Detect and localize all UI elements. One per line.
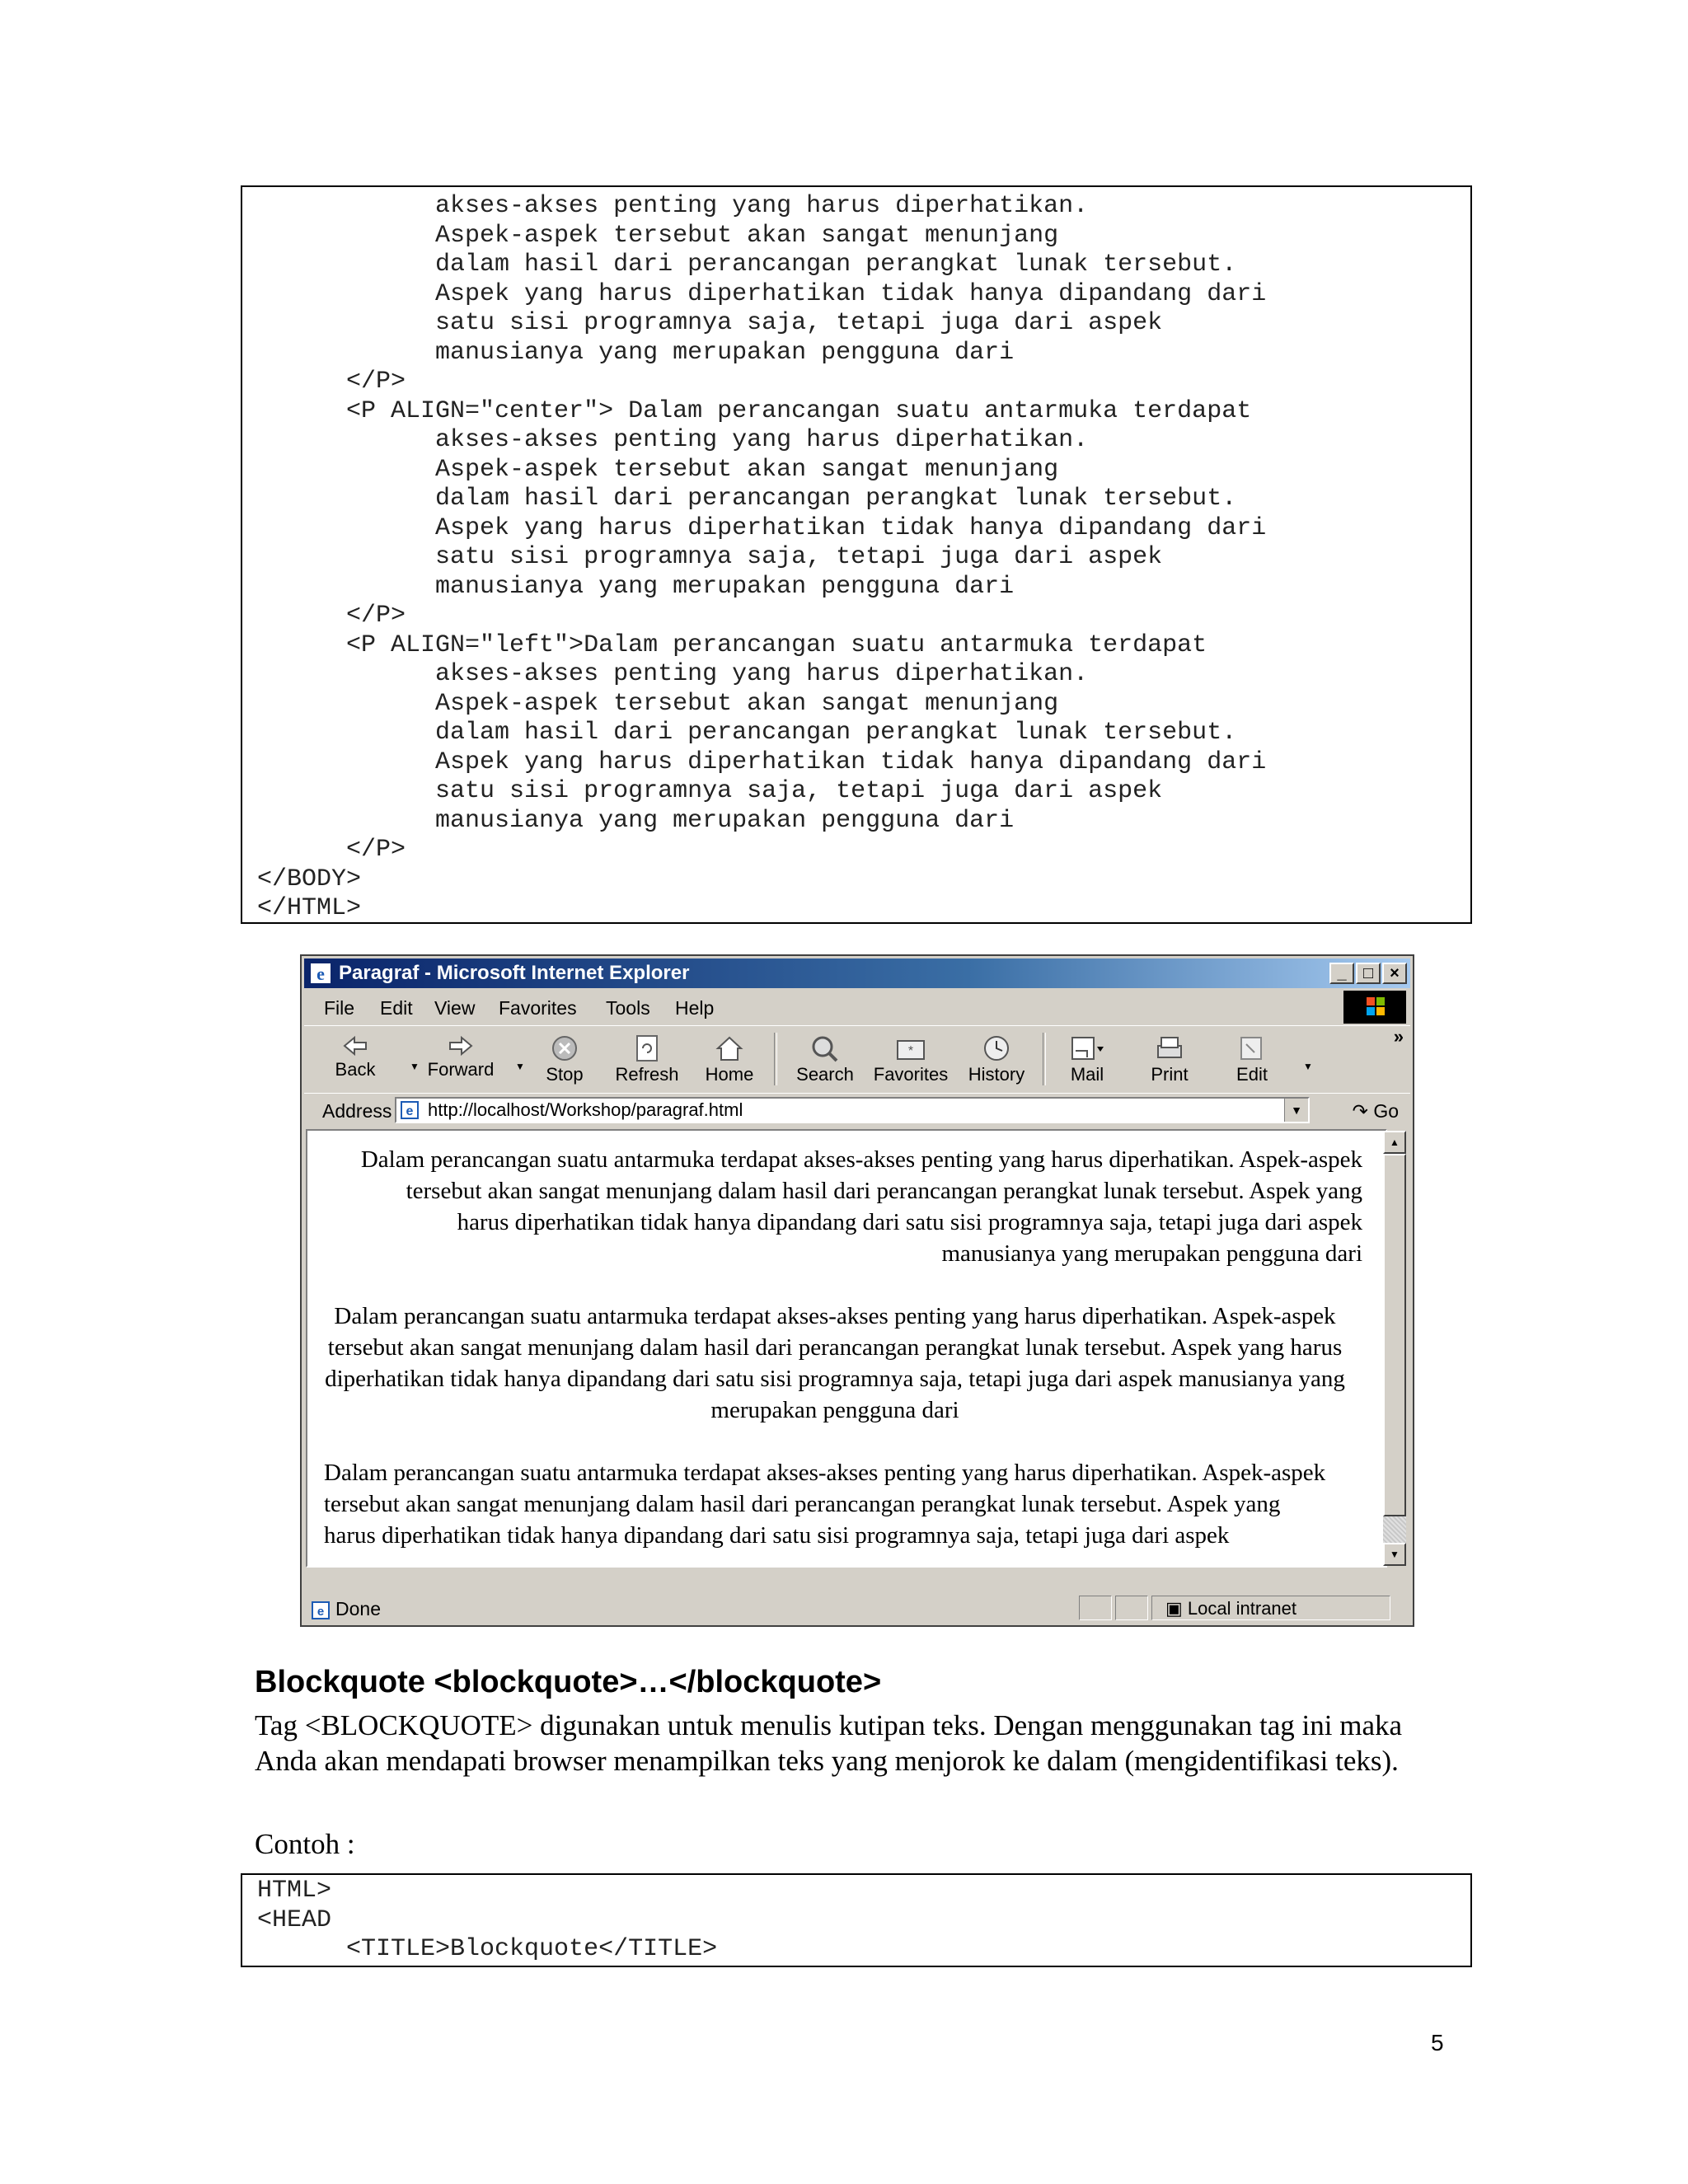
menu-help[interactable]: Help [675,997,715,1019]
code-line: Aspek-aspek tersebut akan sangat menunjang [257,221,1059,250]
code-line: <TITLE>Blockquote</TITLE> [257,1935,718,1963]
back-arrow-icon [341,1034,369,1057]
mail-label: Mail [1070,1064,1104,1085]
toolbar-separator [774,1033,777,1085]
menu-tools[interactable]: Tools [606,997,650,1019]
search-label: Search [796,1064,854,1085]
back-dropdown-icon[interactable]: ▼ [410,1061,420,1072]
status-panel [1079,1596,1112,1620]
history-button[interactable] [955,1026,1038,1092]
scroll-thumb[interactable] [1383,1154,1406,1516]
code-line: <P ALIGN="left">Dalam perancangan suatu antarmuka terdapat [257,630,1207,659]
back-label: Back [335,1059,376,1080]
refresh-icon [635,1034,659,1062]
edit-dropdown-icon[interactable]: ▼ [1303,1061,1313,1072]
address-dropdown-icon[interactable]: ▼ [1284,1099,1308,1122]
code-line: satu sisi programnya saja, tetapi juga dari aspek [257,543,1163,571]
stop-button[interactable] [523,1026,606,1092]
favorites-folder-icon [894,1034,927,1062]
code-line: akses-akses penting yang harus diperhatikan. [257,660,1089,688]
code-line: HTML> [257,1877,332,1905]
code-line: Aspek yang harus diperhatikan tidak hanya dipandang dari [257,748,1267,776]
svg-text:e: e [406,1104,414,1118]
intranet-icon: ▣ [1165,1598,1183,1619]
edit-page-icon [1238,1034,1266,1062]
mail-button[interactable] [1046,1026,1128,1092]
home-icon [715,1034,744,1062]
toolbar [304,1025,1410,1092]
status-bar [304,1593,1410,1623]
paragraph-right-aligned: Dalam perancangan suatu antarmuka terdapat akses-akses penting yang harus diperhatikan. Aspek-aspek tersebut akan sangat menunjang dalam hasil dari perancangan perangkat lunak tersebut. Aspek yang harus diperhatikan tidak hanya dipandang dari satu sisi programnya saja, tetapi juga dari aspek manusianya yang merupakan pengguna dari [360,1146,1362,1267]
print-button[interactable] [1128,1026,1211,1092]
code-line: </P> [257,602,406,630]
code-line: <HEAD [257,1905,332,1934]
code-line: akses-akses penting yang harus diperhatikan. [257,192,1089,220]
window-title: Paragraf - Microsoft Internet Explorer [339,962,690,984]
example-label: Contoh : [255,1828,355,1860]
close-button[interactable]: × [1382,963,1407,984]
svg-text:*: * [907,1044,914,1058]
paragraph-left-aligned: Dalam perancangan suatu antarmuka terdapat akses-akses penting yang harus diperhatikan. Aspek-aspek tersebut akan sangat menunjang dalam hasil dari perancangan perangkat lunak tersebut. Aspek yang harus diperhatikan tidak hanya dipandang dari satu sisi programnya saja, tetapi juga dari aspek [324,1460,1326,1549]
mail-icon [1069,1034,1105,1062]
refresh-button[interactable] [606,1026,688,1092]
history-icon [980,1034,1013,1062]
edit-label: Edit [1236,1064,1268,1085]
page-number: 5 [1431,2030,1444,2055]
code-line: <P ALIGN="center"> Dalam perancangan suatu antarmuka terdapat [257,396,1252,425]
printer-icon [1153,1034,1186,1062]
code-block-bottom [241,1873,1472,1967]
body-paragraph: Tag <BLOCKQUOTE> digunakan untuk menulis kutipan teks. Dengan menggunakan tag ini maka Anda akan mendapati browser menampilkan teks yang menjorok ke dalam (mengidentifikasi teks). [255,1709,1403,1777]
code-line: Aspek yang harus diperhatikan tidak hanya dipandang dari [257,279,1267,308]
go-arrow-icon: ↷ [1352,1100,1368,1122]
code-line: Aspek-aspek tersebut akan sangat menunjang [257,455,1059,484]
address-label: Address [322,1100,392,1122]
code-line: akses-akses penting yang harus diperhatikan. [257,426,1089,454]
menu-file[interactable]: File [324,997,355,1019]
print-label: Print [1151,1064,1189,1085]
code-line: satu sisi programnya saja, tetapi juga dari aspek [257,777,1163,805]
ie-logo-icon [309,962,332,985]
address-input[interactable] [395,1097,1310,1123]
toolbar-more-chevron-icon[interactable]: » [1393,1026,1404,1047]
history-label: History [968,1064,1025,1085]
svg-text:e: e [316,1604,325,1619]
code-line: Aspek-aspek tersebut akan sangat menunjang [257,689,1059,718]
page-icon [400,1100,421,1120]
refresh-label: Refresh [615,1064,679,1085]
stop-label: Stop [546,1064,584,1085]
scroll-up-icon[interactable]: ▲ [1383,1131,1406,1154]
paragraph-center-aligned: Dalam perancangan suatu antarmuka terdapat akses-akses penting yang harus diperhatikan. Aspek-aspek tersebut akan sangat menunjang dalam hasil dari perancangan perangkat lunak tersebut. Aspek yang harus diperhatikan tidak hanya dipandang dari satu sisi programnya saja, tetapi juga dari aspek manusianya yang merupakan pengguna dari [325,1303,1345,1423]
favorites-label: Favorites [873,1064,949,1085]
code-line: </P> [257,836,406,864]
forward-button[interactable] [420,1026,502,1092]
section-heading: Blockquote <blockquote>…</blockquote> [255,1665,882,1699]
menu-edit[interactable]: Edit [380,997,413,1019]
forward-label: Forward [427,1059,495,1080]
favorites-button[interactable] [870,1026,952,1092]
home-label: Home [705,1064,754,1085]
go-button[interactable] [1353,1100,1399,1122]
menu-view[interactable]: View [434,997,476,1019]
vertical-scrollbar[interactable] [1383,1131,1406,1566]
code-line: manusianya yang merupakan pengguna dari [257,572,1015,601]
menu-bar [304,991,1410,1024]
title-bar [304,958,1410,988]
code-line: dalam hasil dari perancangan perangkat lunak tersebut. [257,719,1237,747]
menu-favorites[interactable]: Favorites [499,997,577,1019]
search-icon [809,1034,842,1062]
home-button[interactable] [688,1026,771,1092]
code-line: </HTML> [257,894,362,922]
zone-label: Local intranet [1187,1598,1297,1619]
page-content [306,1129,1387,1568]
forward-arrow-icon [447,1034,475,1057]
back-button[interactable] [314,1026,396,1092]
code-line: </BODY> [257,865,362,893]
status-text [311,1598,381,1620]
code-line: Aspek yang harus diperhatikan tidak hanya dipandang dari [257,513,1267,542]
status-panel [1115,1596,1148,1620]
address-url: http://localhost/Workshop/paragraf.html [428,1099,743,1120]
edit-button[interactable] [1211,1026,1293,1092]
zone-indicator [1165,1598,1296,1619]
windows-logo-icon [1343,991,1406,1024]
go-label: Go [1373,1100,1399,1122]
forward-dropdown-icon[interactable]: ▼ [515,1061,525,1072]
code-line: manusianya yang merupakan pengguna dari [257,806,1015,835]
code-line: satu sisi programnya saja, tetapi juga dari aspek [257,309,1163,337]
address-bar [304,1093,1410,1127]
page-done-icon [311,1601,331,1620]
code-line: dalam hasil dari perancangan perangkat lunak tersebut. [257,485,1237,513]
stop-icon [551,1034,579,1062]
code-line: dalam hasil dari perancangan perangkat lunak tersebut. [257,251,1237,279]
browser-window [300,954,1414,1627]
code-block-top [241,185,1472,924]
svg-text:e: e [316,963,325,984]
search-button[interactable] [784,1026,866,1092]
scroll-down-icon[interactable]: ▼ [1383,1543,1406,1566]
code-line: </P> [257,368,406,396]
minimize-button[interactable]: _ [1329,963,1354,984]
maximize-button[interactable]: □ [1356,963,1381,984]
code-line: manusianya yang merupakan pengguna dari [257,338,1015,367]
status-done-label: Done [335,1598,381,1619]
